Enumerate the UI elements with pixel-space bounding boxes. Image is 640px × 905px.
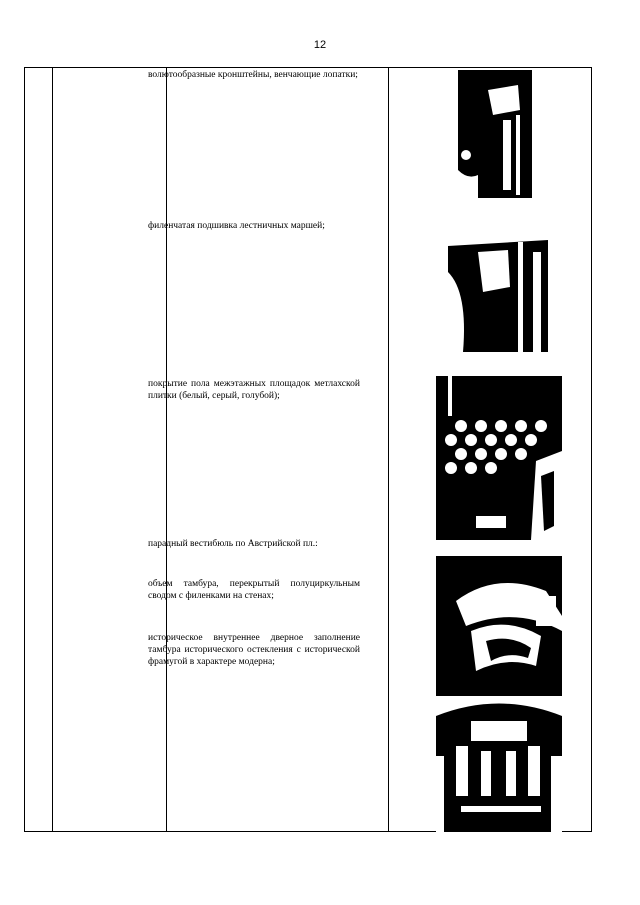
item-brackets-text: волютообразные кронштейны, венчающие лопатки; bbox=[148, 70, 358, 80]
photo-brackets bbox=[448, 70, 532, 198]
item-door-filling bbox=[148, 632, 360, 668]
item-vestibule bbox=[148, 538, 360, 550]
column-divider-3 bbox=[388, 68, 389, 831]
column-divider-1 bbox=[52, 68, 53, 831]
item-door-filling-text: историческое внутреннее дверное заполнение тамбура исторического остекления с исторической фрамугой в характере модерна; bbox=[148, 633, 360, 667]
photo-floor-tiles bbox=[436, 366, 562, 540]
photo-tambour bbox=[436, 556, 562, 696]
item-brackets bbox=[148, 69, 360, 81]
item-stair-soffit-text: филенчатая подшивка лестничных маршей; bbox=[148, 221, 325, 231]
item-stair-soffit bbox=[148, 220, 360, 232]
item-floor-tiles-text: покрытие пола межэтажных площадок метлахской плитки (белый, серый, голубой); bbox=[148, 379, 360, 401]
page-number: 12 bbox=[313, 39, 327, 51]
item-vestibule-text: парадный вестибюль по Австрийской пл.: bbox=[148, 539, 318, 549]
photo-door bbox=[436, 696, 562, 832]
column-divider-2 bbox=[166, 68, 167, 831]
photo-stair-soffit bbox=[448, 232, 548, 352]
item-floor-tiles bbox=[148, 378, 360, 402]
item-tambour-volume-text: объем тамбура, перекрытый полуциркульным сводом с филенками на стенах; bbox=[148, 579, 360, 601]
item-tambour-volume bbox=[148, 578, 360, 602]
